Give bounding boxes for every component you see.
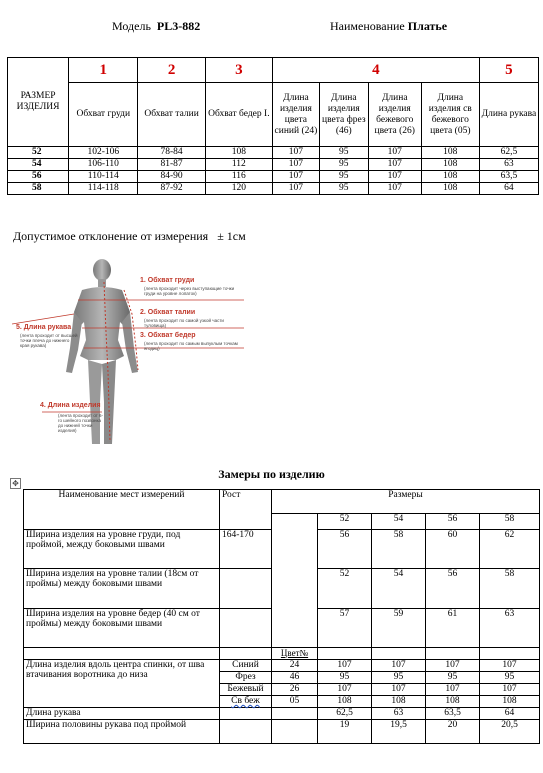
value-cell: 112 — [205, 159, 272, 171]
figure-label-hips: 3. Обхват бедер — [140, 332, 196, 339]
figure-label-bust: 1. Обхват груди — [140, 277, 195, 284]
group-number-4: 4 — [272, 58, 479, 83]
group-number-1: 1 — [69, 58, 138, 83]
figure-note-hips: (лента проходит по самым выпуклым точкам ягодиц) — [144, 341, 238, 351]
value-cell: 19,5 — [372, 720, 426, 744]
height-cell: 164-170 — [220, 530, 272, 569]
value-cell: 108 — [421, 183, 479, 195]
value-cell: 108 — [318, 696, 372, 708]
value-cell: 54 — [372, 569, 426, 609]
color-code-header: Цвет№ — [272, 648, 318, 660]
value-cell: 95 — [480, 672, 540, 684]
table-move-handle-icon[interactable]: ✥ — [10, 478, 21, 489]
half-sleeve-measurement-name: Ширина половины рукава под проймой — [24, 720, 220, 744]
value-cell: 63,5 — [426, 708, 480, 720]
value-cell: 63,5 — [479, 171, 538, 183]
name-header — [330, 19, 447, 34]
value-cell: 62,5 — [318, 708, 372, 720]
table-row — [24, 609, 540, 648]
value-cell: 95 — [318, 672, 372, 684]
value-cell: 58 — [372, 530, 426, 569]
value-cell: 87-92 — [138, 183, 205, 195]
col-height-header: Рост — [220, 490, 272, 530]
value-cell: 108 — [372, 696, 426, 708]
col-name-header: Наименование мест измерений — [24, 490, 220, 530]
size-header-56: 56 — [426, 514, 480, 530]
col-header-hips: Обхват бедер I. — [205, 83, 272, 147]
color-code: 24 — [272, 660, 318, 672]
size-cell: 52 — [8, 147, 69, 159]
value-cell: 102-106 — [69, 147, 138, 159]
col-header-length-blue: Длина изделия цвета синий (24) — [272, 83, 319, 147]
value-cell: 95 — [319, 183, 368, 195]
tolerance-value: ± 1см — [217, 229, 246, 243]
value-cell: 62,5 — [479, 147, 538, 159]
model-label: Модель — [112, 19, 151, 33]
color-code: 05 — [272, 696, 318, 708]
measurement-figure — [12, 252, 244, 457]
value-cell: 107 — [272, 147, 319, 159]
color-code: 26 — [272, 684, 318, 696]
value-cell: 64 — [479, 183, 538, 195]
value-cell: 78-84 — [138, 147, 205, 159]
color-name: Св беж — [220, 696, 272, 708]
table-row — [24, 530, 540, 569]
value-cell: 56 — [426, 569, 480, 609]
value-cell: 95 — [319, 147, 368, 159]
value-cell: 110-114 — [69, 171, 138, 183]
value-cell: 56 — [318, 530, 372, 569]
table-row — [8, 147, 539, 159]
value-cell: 108 — [205, 147, 272, 159]
value-cell: 114-118 — [69, 183, 138, 195]
value-cell: 107 — [426, 684, 480, 696]
size-cell: 54 — [8, 159, 69, 171]
name-label: Наименование — [330, 19, 405, 33]
value-cell: 81-87 — [138, 159, 205, 171]
color-name: Фрез — [220, 672, 272, 684]
value-cell: 62 — [480, 530, 540, 569]
value-cell: 19 — [318, 720, 372, 744]
value-cell: 60 — [426, 530, 480, 569]
value-cell: 107 — [272, 171, 319, 183]
figure-label-length: 4. Длина изделия — [40, 402, 101, 409]
value-cell: 95 — [426, 672, 480, 684]
col-header-sleeve: Длина рукава — [479, 83, 538, 147]
female-silhouette-icon — [12, 252, 244, 457]
value-cell: 95 — [319, 159, 368, 171]
col-header-length-light-beige: Длина изделия св бежевого цвета (05) — [421, 83, 479, 147]
size-header-58: 58 — [480, 514, 540, 530]
value-cell: 108 — [480, 696, 540, 708]
figure-label-sleeve: 5. Длина рукава — [16, 324, 72, 331]
table-row — [24, 720, 540, 744]
size-cell: 58 — [8, 183, 69, 195]
color-code: 46 — [272, 672, 318, 684]
measurement-name: Ширина изделия на уровне груди, под проймой, между боковыми швами — [24, 530, 220, 569]
size-header-54: 54 — [372, 514, 426, 530]
value-cell: 52 — [318, 569, 372, 609]
value-cell: 116 — [205, 171, 272, 183]
value-cell: 61 — [426, 609, 480, 648]
group-number-2: 2 — [138, 58, 205, 83]
figure-note-length: (лента проходит от 6-го шейного позвонка до нижней точки изделия) — [58, 413, 104, 433]
value-cell: 107 — [272, 183, 319, 195]
table-row — [24, 660, 540, 672]
value-cell: 107 — [272, 159, 319, 171]
value-cell: 63 — [479, 159, 538, 171]
size-chart-table — [7, 57, 539, 195]
color-name: Бежевый — [220, 684, 272, 696]
table-row — [24, 569, 540, 609]
height-cell — [220, 569, 272, 609]
garment-measurements-table — [23, 489, 540, 744]
figure-note-waist: (лента проходит по самой узкой части туловища) — [144, 318, 224, 328]
value-cell: 107 — [318, 660, 372, 672]
value-cell: 107 — [368, 159, 421, 171]
value-cell: 108 — [426, 696, 480, 708]
value-cell: 107 — [480, 660, 540, 672]
value-cell: 107 — [368, 171, 421, 183]
color-name: Синий — [220, 660, 272, 672]
model-header — [112, 19, 200, 34]
size-cell: 56 — [8, 171, 69, 183]
section-title: Замеры по изделию — [218, 467, 325, 481]
tolerance-note — [13, 229, 246, 244]
value-cell: 107 — [480, 684, 540, 696]
size-header: РАЗМЕР ИЗДЕЛИЯ — [8, 58, 69, 147]
figure-note-sleeve: (лента проходит от высшей точки плеча до нижнего края рукава) — [20, 333, 78, 348]
measurement-name: Ширина изделия на уровне талии (18см от проймы) между боковыми швами — [24, 569, 220, 609]
value-cell: 107 — [426, 660, 480, 672]
value-cell: 107 — [318, 684, 372, 696]
measurement-name: Ширина изделия на уровне бедер (40 см от проймы) между боковыми швами — [24, 609, 220, 648]
value-cell: 20,5 — [480, 720, 540, 744]
col-header-length-frez: Длина изделия цвета фрез (46) — [319, 83, 368, 147]
sleeve-measurement-name: Длина рукава — [24, 708, 220, 720]
height-cell — [220, 609, 272, 648]
value-cell: 59 — [372, 609, 426, 648]
figure-note-bust: (лента проходит через выступающие точки груди на уровне лопаток) — [144, 286, 235, 296]
table-row — [8, 183, 539, 195]
col-header-length-beige: Длина изделия бежевого цвета (26) — [368, 83, 421, 147]
group-number-5: 5 — [479, 58, 538, 83]
size-header-52: 52 — [318, 514, 372, 530]
value-cell: 108 — [421, 147, 479, 159]
value-cell: 107 — [372, 684, 426, 696]
value-cell: 107 — [368, 147, 421, 159]
value-cell: 57 — [318, 609, 372, 648]
table-row — [8, 171, 539, 183]
name-value: Платье — [407, 19, 448, 33]
group-number-3: 3 — [205, 58, 272, 83]
length-measurement-name: Длина изделия вдоль центра спинки, от шва втачивания воротника до низа — [24, 660, 220, 708]
value-cell: 106-110 — [69, 159, 138, 171]
value-cell: 64 — [480, 708, 540, 720]
col-header-waist: Обхват талии — [138, 83, 205, 147]
value-cell: 20 — [426, 720, 480, 744]
value-cell: 107 — [368, 183, 421, 195]
col-sizes-header: Размеры — [272, 490, 540, 514]
value-cell: 107 — [372, 660, 426, 672]
tolerance-text: Допустимое отклонение от измерения — [13, 229, 209, 243]
value-cell: 63 — [372, 708, 426, 720]
table-row — [24, 708, 540, 720]
value-cell: 84-90 — [138, 171, 205, 183]
value-cell: 108 — [421, 159, 479, 171]
col-header-bust: Обхват груди — [69, 83, 138, 147]
value-cell: 120 — [205, 183, 272, 195]
model-value: PL3-882 — [156, 19, 201, 33]
value-cell: 95 — [319, 171, 368, 183]
value-cell: 63 — [480, 609, 540, 648]
value-cell: 108 — [421, 171, 479, 183]
value-cell: 95 — [372, 672, 426, 684]
figure-label-waist: 2. Обхват талии — [140, 309, 196, 316]
table-row — [8, 159, 539, 171]
value-cell: 58 — [480, 569, 540, 609]
